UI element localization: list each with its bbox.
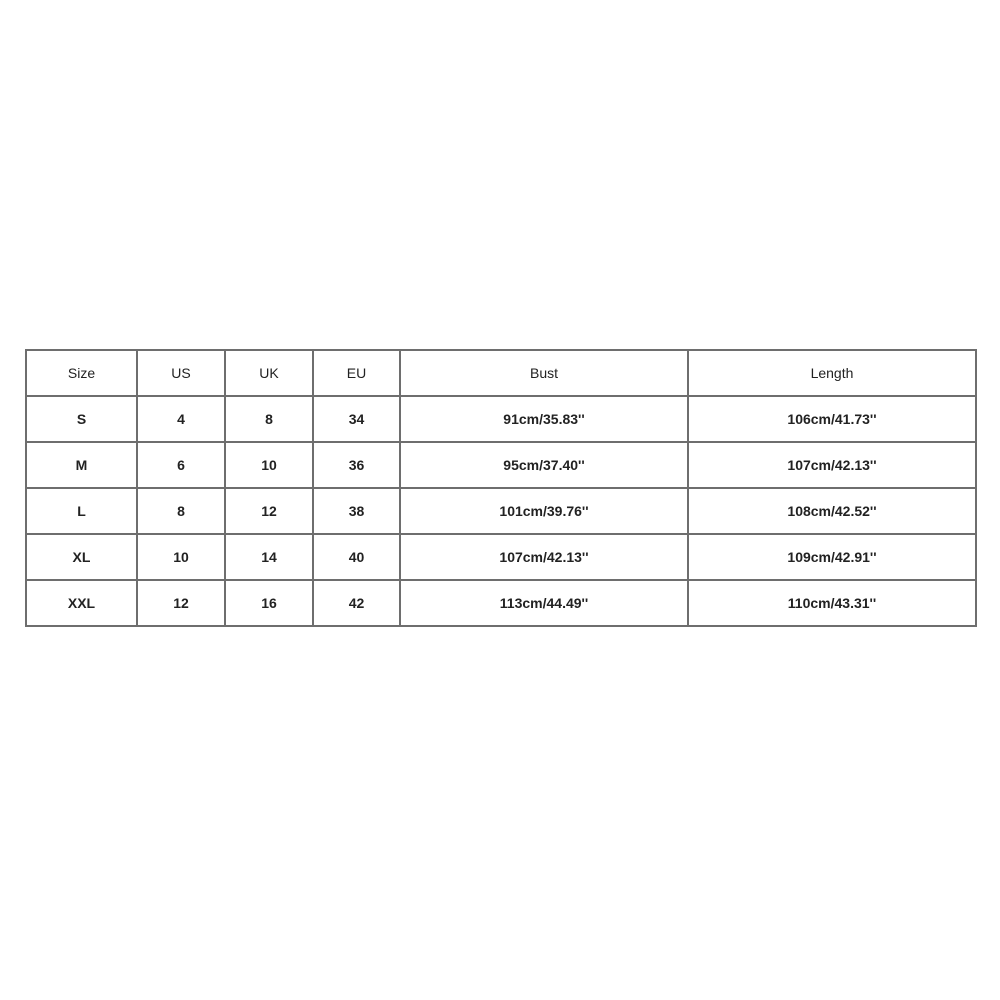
cell-uk: 8 (225, 396, 313, 442)
size-chart-table (25, 349, 977, 627)
header-eu: EU (313, 350, 400, 396)
cell-eu: 40 (313, 534, 400, 580)
header-bust: Bust (400, 350, 688, 396)
cell-eu: 38 (313, 488, 400, 534)
cell-us: 10 (137, 534, 225, 580)
cell-length: 109cm/42.91'' (688, 534, 976, 580)
cell-us: 12 (137, 580, 225, 626)
cell-eu: 36 (313, 442, 400, 488)
table-row (26, 534, 976, 580)
cell-size: XL (26, 534, 137, 580)
cell-us: 8 (137, 488, 225, 534)
table-row (26, 580, 976, 626)
cell-size: S (26, 396, 137, 442)
cell-size: M (26, 442, 137, 488)
cell-bust: 113cm/44.49'' (400, 580, 688, 626)
cell-us: 4 (137, 396, 225, 442)
cell-eu: 34 (313, 396, 400, 442)
cell-us: 6 (137, 442, 225, 488)
cell-uk: 12 (225, 488, 313, 534)
table-row (26, 488, 976, 534)
header-us: US (137, 350, 225, 396)
cell-bust: 95cm/37.40'' (400, 442, 688, 488)
cell-bust: 101cm/39.76'' (400, 488, 688, 534)
cell-eu: 42 (313, 580, 400, 626)
cell-length: 108cm/42.52'' (688, 488, 976, 534)
cell-length: 107cm/42.13'' (688, 442, 976, 488)
cell-bust: 91cm/35.83'' (400, 396, 688, 442)
table-row (26, 442, 976, 488)
header-size: Size (26, 350, 137, 396)
cell-bust: 107cm/42.13'' (400, 534, 688, 580)
header-length: Length (688, 350, 976, 396)
cell-size: L (26, 488, 137, 534)
table-header-row (26, 350, 976, 396)
cell-length: 106cm/41.73'' (688, 396, 976, 442)
cell-size: XXL (26, 580, 137, 626)
cell-uk: 14 (225, 534, 313, 580)
cell-uk: 16 (225, 580, 313, 626)
header-uk: UK (225, 350, 313, 396)
cell-length: 110cm/43.31'' (688, 580, 976, 626)
table-row (26, 396, 976, 442)
cell-uk: 10 (225, 442, 313, 488)
